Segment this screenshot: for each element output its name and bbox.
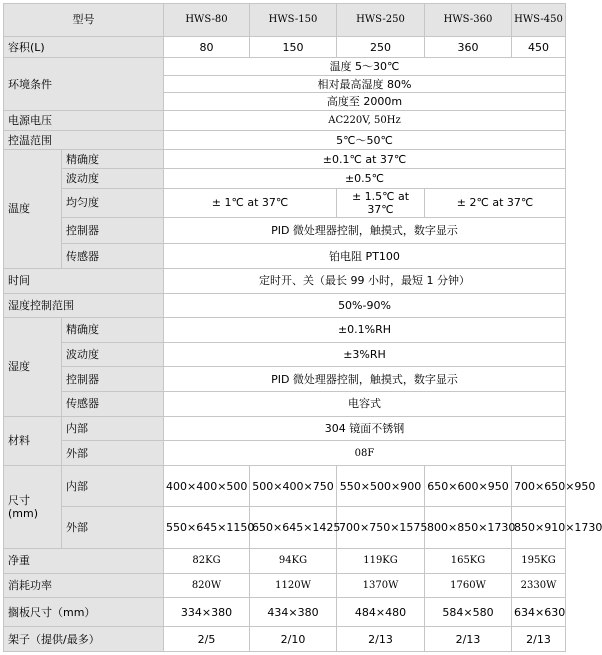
table-row [4, 318, 566, 343]
cell-value: 94KG [250, 549, 337, 574]
cell-value: 50%-90% [164, 293, 566, 318]
table-row [4, 293, 566, 318]
cell-value: ±0.1%RH [164, 318, 566, 343]
model-name: HWS-80 [164, 4, 250, 37]
row-label: 电源电压 [4, 110, 164, 131]
cell-value: 360 [425, 36, 512, 58]
cell-value: 650×600×950 [425, 466, 512, 507]
cell-value: ±0.5℃ [164, 169, 566, 189]
sub-label: 控制器 [62, 217, 164, 244]
cell-value: ± 1℃ at 37℃ [164, 188, 337, 217]
cell-value: 2/13 [337, 627, 425, 652]
cell-value: 1760W [425, 573, 512, 598]
cell-value: 634×630 [512, 598, 566, 627]
table-row [4, 58, 566, 75]
cell-value: 700×750×1575 [337, 507, 425, 549]
table-row [4, 188, 566, 217]
cell-value: 550×645×1150 [164, 507, 250, 549]
header-row [4, 4, 566, 37]
sub-label: 波动度 [62, 169, 164, 189]
row-label: 消耗功率 [4, 573, 164, 598]
cell-value: 500×400×750 [250, 466, 337, 507]
table-row [4, 131, 566, 149]
cell-value: 584×580 [425, 598, 512, 627]
cell-value: 850×910×1730 [512, 507, 566, 549]
cell-value: ±0.1℃ at 37℃ [164, 149, 566, 169]
cell-value: 1370W [337, 573, 425, 598]
cell-value: 80 [164, 36, 250, 58]
cell-value: 400×400×500 [164, 466, 250, 507]
sub-label: 外部 [62, 507, 164, 549]
model-name: HWS-360 [425, 4, 512, 37]
row-label: 架子（提供/最多） [4, 627, 164, 652]
table-row [4, 268, 566, 293]
table-row [4, 549, 566, 574]
cell-value: 高度至 2000m [164, 93, 566, 110]
table-row [4, 573, 566, 598]
table-row [4, 507, 566, 549]
cell-value: 450 [512, 36, 566, 58]
model-name: HWS-450 [512, 4, 566, 37]
cell-value: 1120W [250, 573, 337, 598]
cell-value: 195KG [512, 549, 566, 574]
cell-value: 650×645×1425 [250, 507, 337, 549]
cell-value: AC220V, 50Hz [164, 110, 566, 131]
sub-label: 外部 [62, 441, 164, 466]
cell-value: PID 微处理器控制，触摸式，数字显示 [164, 217, 566, 244]
table-row [4, 217, 566, 244]
sub-label: 内部 [62, 416, 164, 441]
sub-label: 传感器 [62, 244, 164, 269]
row-label: 湿度控制范围 [4, 293, 164, 318]
group-label: 材料 [4, 416, 62, 465]
row-label: 时间 [4, 268, 164, 293]
cell-value: 119KG [337, 549, 425, 574]
cell-value: 820W [164, 573, 250, 598]
spec-table [3, 3, 602, 652]
table-row [4, 441, 566, 466]
cell-value: 484×480 [337, 598, 425, 627]
cell-value: ±3%RH [164, 342, 566, 367]
cell-value: 800×850×1730 [425, 507, 512, 549]
cell-value: 2/5 [164, 627, 250, 652]
row-label: 容积(L) [4, 36, 164, 58]
cell-value: 250 [337, 36, 425, 58]
table-row [4, 627, 566, 652]
model-name: HWS-250 [337, 4, 425, 37]
table-row [4, 466, 566, 507]
row-label: 环境条件 [4, 58, 164, 110]
cell-value: PID 微处理器控制，触摸式，数字显示 [164, 367, 566, 392]
cell-value: 08F [164, 441, 566, 466]
model-name: HWS-150 [250, 4, 337, 37]
cell-value: 434×380 [250, 598, 337, 627]
cell-value: 2330W [512, 573, 566, 598]
cell-value: 相对最高湿度 80% [164, 75, 566, 92]
cell-value: 铂电阻 PT100 [164, 244, 566, 269]
cell-value: 定时开、关（最长 99 小时，最短 1 分钟） [164, 268, 566, 293]
cell-value: 334×380 [164, 598, 250, 627]
cell-value: 电容式 [164, 392, 566, 417]
sub-label: 传感器 [62, 392, 164, 417]
cell-value: 2/10 [250, 627, 337, 652]
sub-label: 控制器 [62, 367, 164, 392]
cell-value: ± 2℃ at 37℃ [425, 188, 566, 217]
sub-label: 波动度 [62, 342, 164, 367]
cell-value: 550×500×900 [337, 466, 425, 507]
sub-label: 均匀度 [62, 188, 164, 217]
cell-value: 2/13 [512, 627, 566, 652]
table-row [4, 392, 566, 417]
table-row [4, 244, 566, 269]
group-label: 尺寸(mm) [4, 466, 62, 549]
cell-value: 304 镜面不锈钢 [164, 416, 566, 441]
cell-value: 5℃～50℃ [164, 131, 566, 149]
cell-value: 150 [250, 36, 337, 58]
table-row [4, 416, 566, 441]
cell-value: 2/13 [425, 627, 512, 652]
row-label: 净重 [4, 549, 164, 574]
cell-value: 165KG [425, 549, 512, 574]
cell-value: 700×650×950 [512, 466, 566, 507]
row-label: 控温范围 [4, 131, 164, 149]
table-row [4, 110, 566, 131]
table-row [4, 149, 566, 169]
sub-label: 内部 [62, 466, 164, 507]
group-label: 温度 [4, 149, 62, 268]
group-label: 湿度 [4, 318, 62, 417]
sub-label: 精确度 [62, 318, 164, 343]
table-row [4, 598, 566, 627]
cell-value: 82KG [164, 549, 250, 574]
row-label: 搁板尺寸（mm） [4, 598, 164, 627]
table-row [4, 342, 566, 367]
model-label: 型号 [4, 4, 164, 37]
cell-value: ± 1.5℃ at 37℃ [337, 188, 425, 217]
cell-value: 温度 5～30℃ [164, 58, 566, 75]
table-row [4, 36, 566, 58]
table-row [4, 169, 566, 189]
table-row [4, 367, 566, 392]
sub-label: 精确度 [62, 149, 164, 169]
